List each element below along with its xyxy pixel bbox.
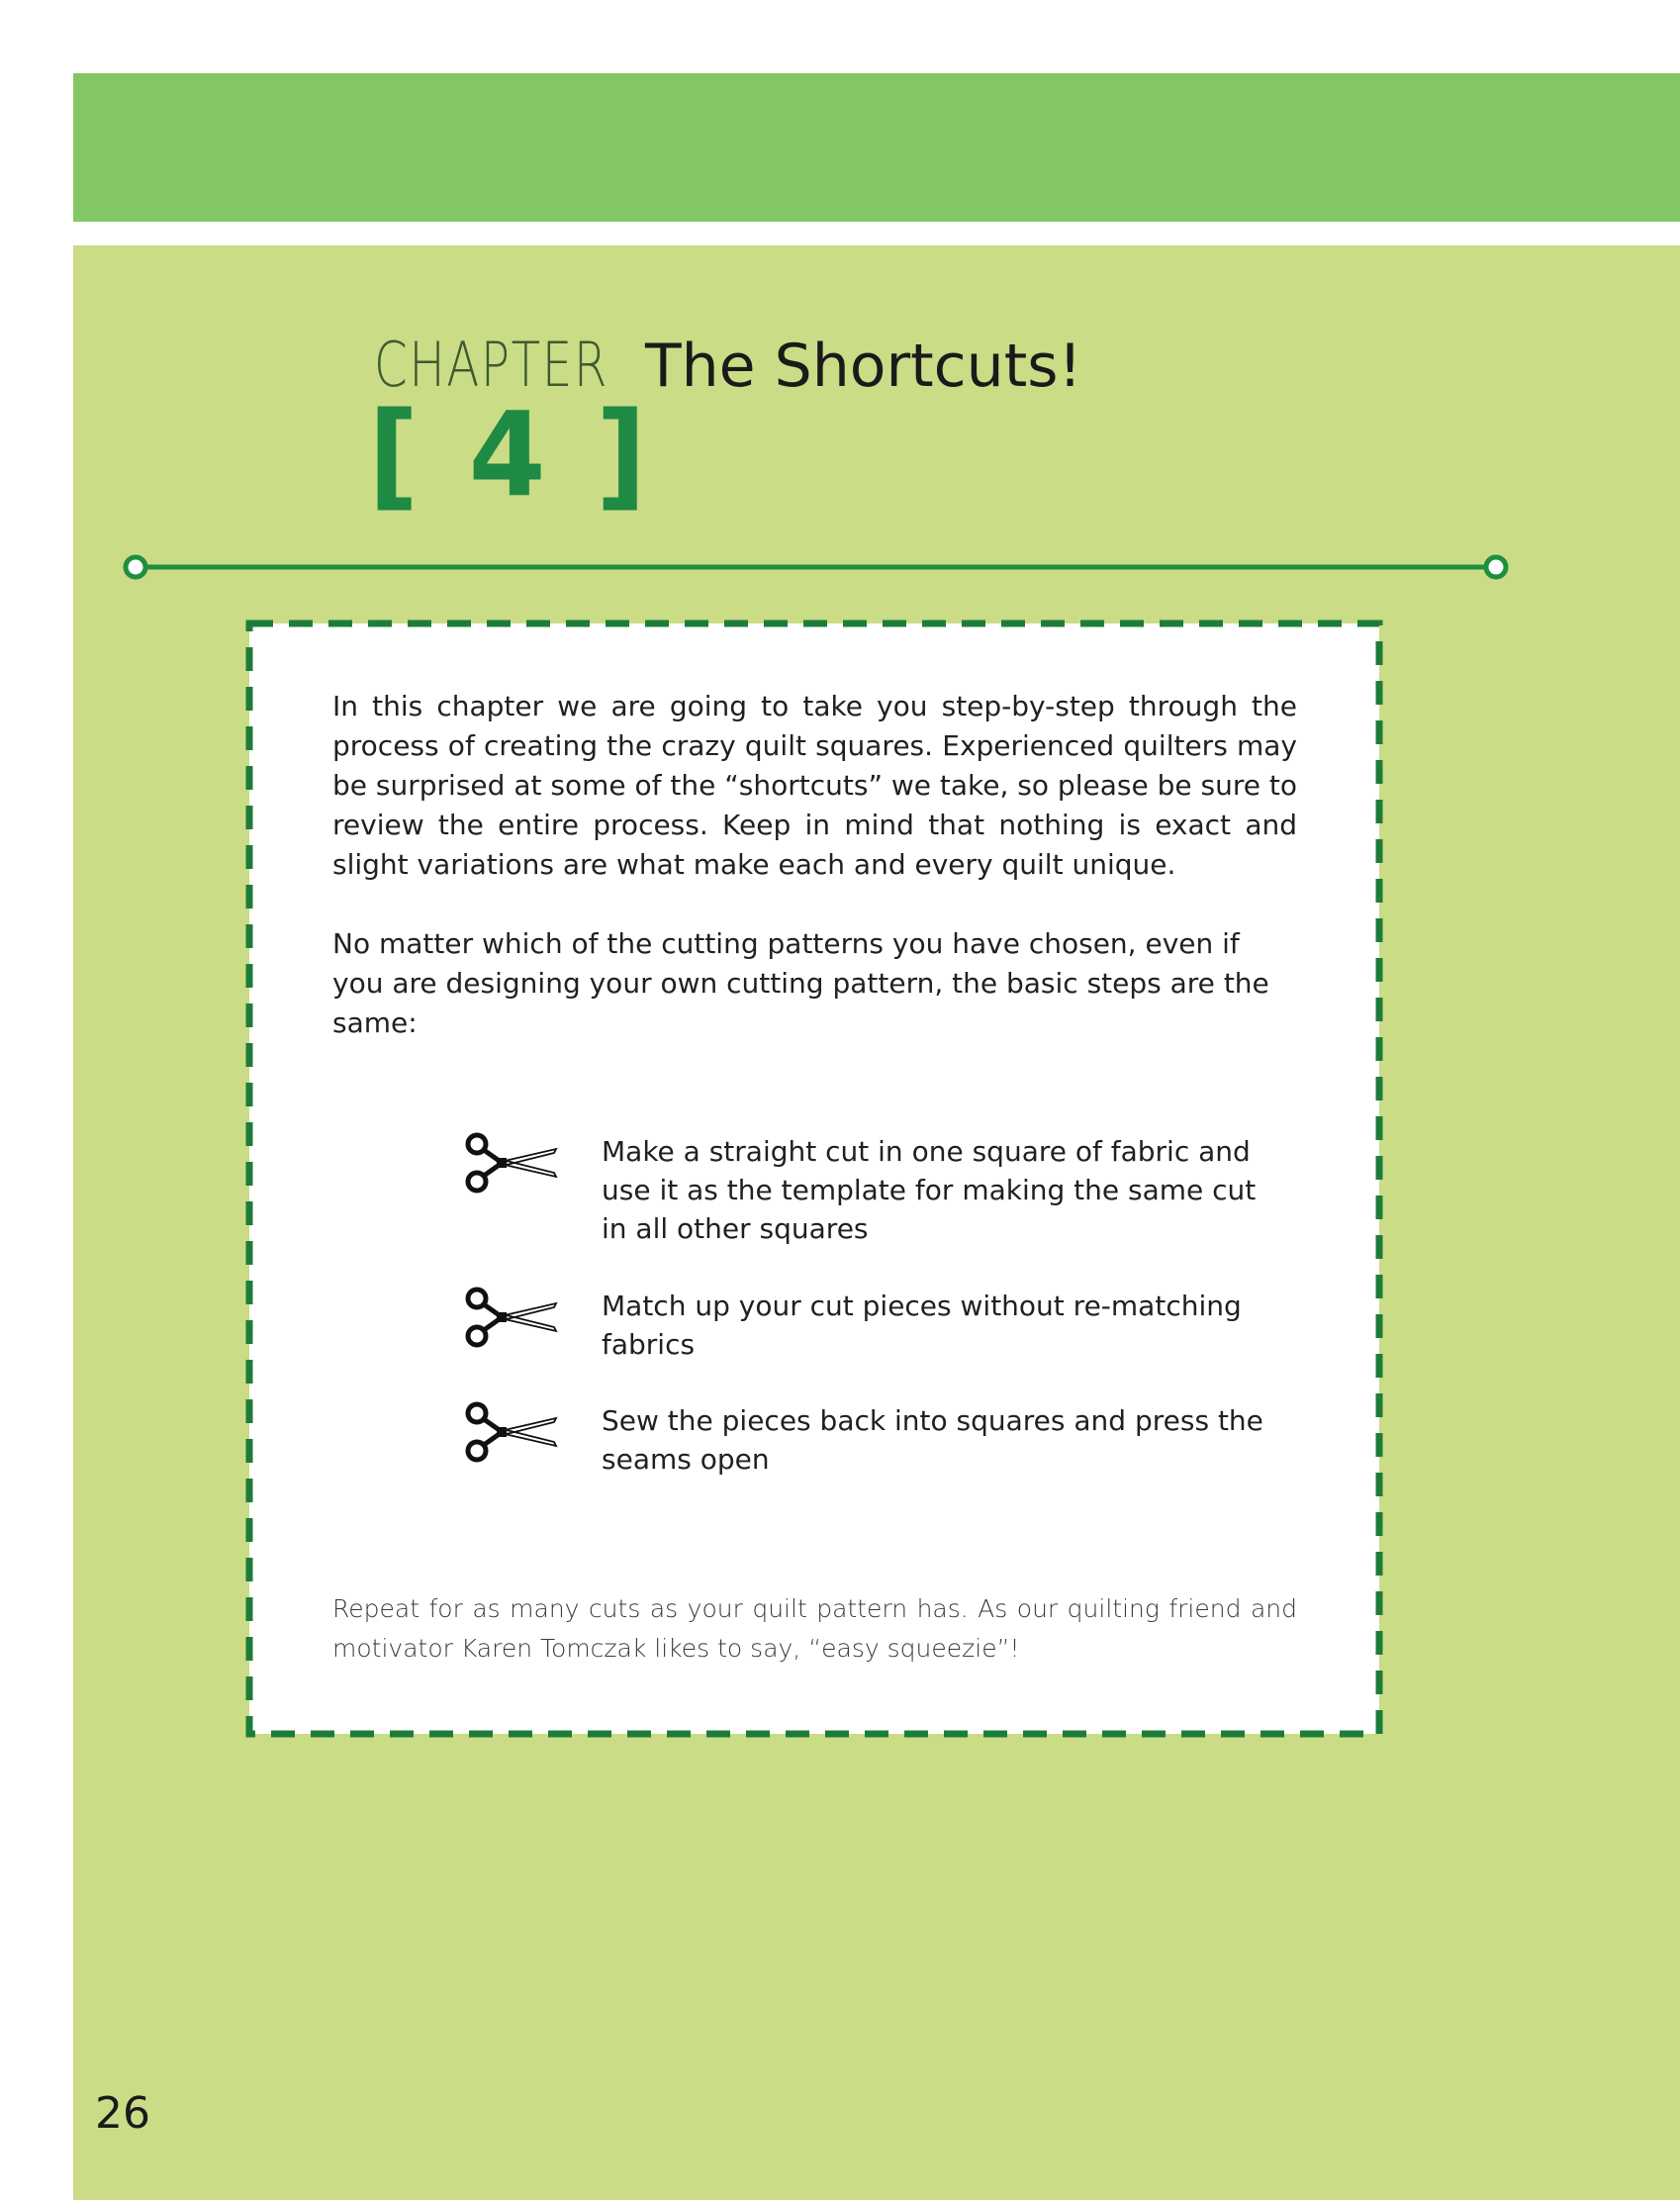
step-item-3 — [461, 1401, 1292, 1520]
chapter-label: CHAPTER — [374, 329, 608, 401]
chapter-divider-rule — [119, 550, 1514, 584]
step-item-1 — [461, 1132, 1292, 1251]
scissors-icon — [461, 1132, 560, 1196]
intro-paragraph-1: In this chapter we are going to take you step-by-step through the process of creating the crazy quilt squares. Experienced quilters may be surprised at some of the “shortcuts” we take, so please be sure to review the entire process. Keep in mind that nothing is exact and slight variations are what make each and every quilt unique. — [332, 690, 1297, 881]
step-text: Sew the pieces back into squares and press the seams open — [602, 1404, 1263, 1476]
chapter-number: [ 4 ] — [368, 386, 653, 523]
divider-right-endpoint — [1486, 557, 1506, 577]
page-number: 26 — [95, 2088, 150, 2139]
step-text: Make a straight cut in one square of fabric and use it as the template for making the same cut in all other squares — [602, 1135, 1257, 1245]
closing-paragraph: Repeat for as many cuts as your quilt pattern has. As our quilting friend and motivator Karen Tomczak likes to say, “easy squeezie”! — [332, 1594, 1297, 1663]
scissors-icon — [461, 1401, 560, 1465]
top-header-band — [73, 73, 1680, 222]
step-text: Match up your cut pieces without re-matching fabrics — [602, 1290, 1242, 1361]
step-item-2 — [461, 1287, 1292, 1405]
intro-paragraph-2: No matter which of the cutting patterns you have chosen, even if you are designing your own cutting pattern, the basic steps are the same: — [332, 927, 1269, 1039]
divider-left-endpoint — [126, 557, 145, 577]
scissors-icon — [461, 1287, 560, 1350]
chapter-title: The Shortcuts! — [645, 332, 1082, 401]
